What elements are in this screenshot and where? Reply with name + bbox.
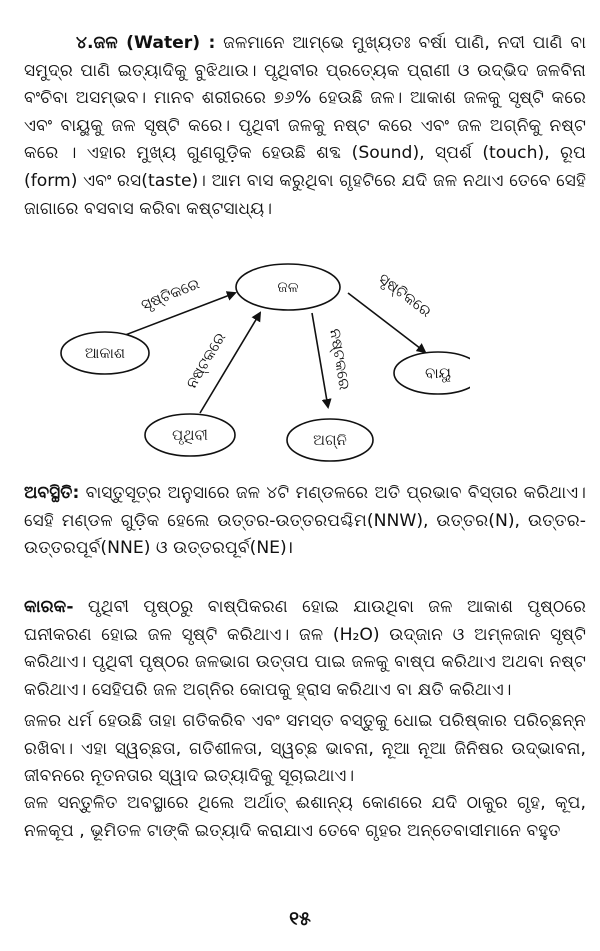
edge-label-water-to-fire: ନଷ୍ଟକରେ — [326, 327, 354, 392]
location-body: ବାସ୍ତୁସୂତ୍ର ଅନୁସାରେ ଜଳ ୪ଟି ମଣ୍ଡଳରେ ଅତି ପ୍ରଭାବ ବିସ୍ତାର କରିଥାଏ। ସେହି ମଣ୍ଡଳ ଗୁଡ଼ିକ ହେଲେ ଉତ୍ତର-ଉତ୍ତରପଶ୍ଚିମ(NNW), ଉତ୍ତର(N), ଉତ୍ତର-ଉତ୍ତରପୂର୍ବ(NNE) ଓ ଉତ୍ତରପୂର୍ବ(NE)। — [24, 483, 586, 559]
node-water-label: ଜଳ — [277, 278, 299, 296]
karak-paragraph — [24, 594, 586, 704]
karak-lead: କାରକ- — [24, 597, 74, 617]
balanced-paragraph: ଜଳ ସନ୍ତୁଳିତ ଅବସ୍ଥାରେ ଥିଲେ ଅର୍ଥାତ୍ ଈଶାନ୍ୟ କୋଣରେ ଯଦି ଠାକୁର ଗୃହ, କୂପ, ନଳକୂପ , ଭୂମିତଳ ଟାଙ୍କି ଇତ୍ୟାଦି କରାଯାଏ ତେବେ ଗୃହର ଅନ୍ତେବାସୀମାନେ ବହୁତ — [24, 793, 586, 841]
edge-label-water-to-air: ସୃଷ୍ଟିକରେ — [375, 269, 435, 321]
edge-water-to-fire — [312, 313, 328, 407]
section-body: ଜଳମାନେ ଆମ୍ଭେ ମୁଖ୍ୟତଃ ବର୍ଷା ପାଣି, ନଦୀ ପାଣି ବା ସମୁଦ୍ର ପାଣି ଇତ୍ୟାଦିକୁ ବୁଝିଥାଉ। ପୃଥିବୀର ପ୍ରତ୍ୟେକ ପ୍ରାଣୀ ଓ ଉଦ୍ଭିଦ ଜଳବିନା ବଂଚିବା ଅସମ୍ଭବ। ମାନବ ଶରୀରରେ ୭୬% ହେଉଛି ଜଳ। ଆକାଶ ଜଳକୁ ସୃଷ୍ଟି କରେ ଏବଂ ବାୟୁକୁ ଜଳ ସୃଷ୍ଟି କରେ। ପୃଥିବୀ ଜଳକୁ ନଷ୍ଟ କରେ ଏବଂ ଜଳ ଅଗ୍ନିକୁ ନଷ୍ଟ କରେ । ଏହାର ମୁଖ୍ୟ ଗୁଣଗୁଡ଼ିକ ହେଉଛି ଶବ୍ଦ (Sound), ସ୍ପର୍ଶ (touch), ରୂପ (form) ଏବଂ ରସ(taste)। ଆମ ବାସ କରୁଥିବା ଗୃହଟିରେ ଯଦି ଜଳ ନଥାଏ ତେବେ ସେହି ଜାଗାରେ ବସବାସ କରିବା କଷ୍ଟସାଧ୍ୟ। — [24, 33, 586, 219]
node-fire-label: ଅଗ୍ନି — [313, 431, 347, 449]
section-heading: ୪.ଜଳ (Water) : — [76, 33, 216, 53]
node-earth-label: ପୃଥିବୀ — [172, 426, 208, 444]
dharma-paragraph: ଜଳର ଧର୍ମ ହେଉଛି ତାହା ଗତିକରିବ ଏବଂ ସମସ୍ତ ବସ୍ତୁକୁ ଧୋଇ ପରିଷ୍କାର ପରିଚ୍ଛନ୍ନ ରଖିବା। ଏହା ସ୍ୱଚ୍ଛତା, ଗତିଶୀଳତା, ସ୍ୱଚ୍ଛ ଭାବନା, ନୂଆ ନୂଆ ଜିନିଷର ଉଦ୍ଭାବନା, ଜୀବନରେ ନୂତନତାର ସ୍ୱାଦ ଇତ୍ୟାଦିକୁ ସୂଚାଇଥାଏ। — [24, 711, 586, 787]
edge-label-sky-to-water: ସୃଷ୍ଟିକରେ — [138, 274, 202, 315]
karak-body: ପୃଥିବୀ ପୃଷ୍ଠରୁ ବାଷ୍ପିକରଣ ହୋଇ ଯାଉଥିବା ଜଳ ଆକାଶ ପୃଷ୍ଠରେ ଘନୀକରଣ ହୋଇ ଜଳ ସୃଷ୍ଟି କରିଥାଏ। ଜଳ (H₂O) ଉଦ୍‌ଜାନ ଓ ଅମ୍ଳଜାନ ସୃଷ୍ଟି କରିଥାଏ। ପୃଥିବୀ ପୃଷ୍ଠର ଜଳଭାଗ ଉତ୍ତାପ ପାଇ ଜଳକୁ ବାଷ୍ପ କରିଥାଏ ଅଥବା ନଷ୍ଟ କରିଥାଏ। ସେହିପରି ଜଳ ଅଗ୍ନିର କୋପକୁ ହ୍ରାସ କରିଥାଏ ବା କ୍ଷତି କରିଥାଏ। — [24, 597, 586, 700]
edge-label-earth-to-water: ନଷ୍ଟକରେ — [182, 329, 230, 392]
location-paragraph — [24, 480, 586, 563]
node-sky-label: ଆକାଶ — [84, 344, 126, 362]
water-section-paragraph — [24, 30, 586, 223]
water-relation-diagram — [30, 255, 470, 465]
location-lead: ଅବସ୍ଥିତି: — [24, 483, 80, 503]
node-air-label: ବାୟୁ — [424, 364, 452, 382]
page-number: ୧୫ — [289, 908, 311, 930]
